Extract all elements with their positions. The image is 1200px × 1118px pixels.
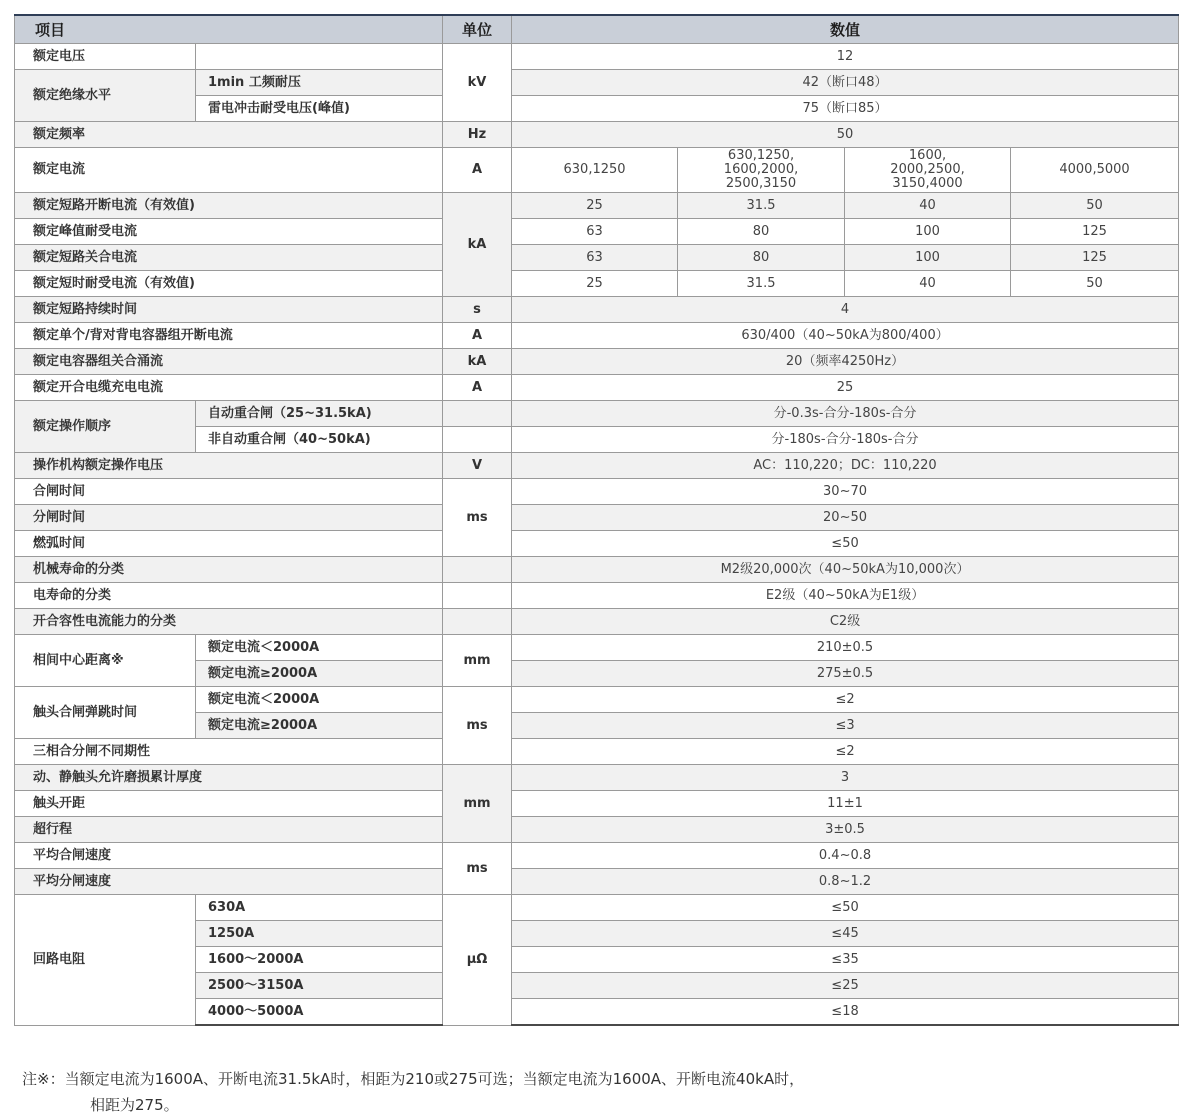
row-item: 合闸时间: [15, 479, 443, 505]
row-sub: 1600～2000A: [196, 947, 443, 973]
header-value: 数值: [512, 15, 1179, 44]
row-item: 超行程: [15, 817, 443, 843]
table-row: [15, 401, 1179, 427]
table-row: [15, 765, 1179, 791]
row-value: 分-0.3s-合分-180s-合分: [512, 401, 1179, 427]
row-unit: μΩ: [443, 895, 512, 1026]
row-item: 动、静触头允许磨损累计厚度: [15, 765, 443, 791]
table-row: [15, 739, 1179, 765]
table-row: [15, 895, 1179, 921]
row-value: 630/400（40~50kA为800/400）: [512, 323, 1179, 349]
row-sub: 额定电流≥2000A: [196, 661, 443, 687]
table-row: [15, 219, 1179, 245]
row-value: E2级（40~50kA为E1级）: [512, 583, 1179, 609]
row-item: 平均分闸速度: [15, 869, 443, 895]
header-item: 项目: [15, 15, 443, 44]
row-item: 燃弧时间: [15, 531, 443, 557]
row-value: 630,1250: [512, 148, 678, 193]
row-value: ≤3: [512, 713, 1179, 739]
row-sub: 1min 工频耐压: [196, 70, 443, 96]
row-value: ≤45: [512, 921, 1179, 947]
row-item: 额定电压: [15, 44, 196, 70]
row-value: 63: [512, 219, 678, 245]
table-row: [15, 609, 1179, 635]
row-unit: kA: [443, 193, 512, 297]
row-item: 触头合闸弹跳时间: [15, 687, 196, 739]
footnote-line2: 相距为275。: [90, 1096, 179, 1114]
header-row: [15, 15, 1179, 44]
row-value: 42（断口48）: [512, 70, 1179, 96]
row-unit: s: [443, 297, 512, 323]
row-value: 125: [1011, 219, 1179, 245]
row-value: 100: [845, 219, 1011, 245]
row-value: ≤35: [512, 947, 1179, 973]
table-row: [15, 193, 1179, 219]
row-value: 20~50: [512, 505, 1179, 531]
row-sub: 非自动重合闸（40~50kA): [196, 427, 443, 453]
row-value: 31.5: [678, 193, 845, 219]
row-value: M2级20,000次（40~50kA为10,000次）: [512, 557, 1179, 583]
row-value: 3±0.5: [512, 817, 1179, 843]
row-item: 额定短路持续时间: [15, 297, 443, 323]
row-item: 额定操作顺序: [15, 401, 196, 453]
row-value: 63: [512, 245, 678, 271]
row-value: 25: [512, 375, 1179, 401]
table-row: [15, 635, 1179, 661]
row-value: ≤2: [512, 687, 1179, 713]
row-item: 机械寿命的分类: [15, 557, 443, 583]
row-value: 11±1: [512, 791, 1179, 817]
row-item: 分闸时间: [15, 505, 443, 531]
table-row: [15, 557, 1179, 583]
row-unit: Hz: [443, 122, 512, 148]
row-value: 30~70: [512, 479, 1179, 505]
row-value: C2级: [512, 609, 1179, 635]
row-sub: 额定电流＜2000A: [196, 635, 443, 661]
row-sub: 1250A: [196, 921, 443, 947]
table-row: [15, 869, 1179, 895]
row-unit: ms: [443, 687, 512, 765]
empty-cell: [443, 557, 512, 583]
row-value: 125: [1011, 245, 1179, 271]
table-row: [15, 349, 1179, 375]
row-unit: mm: [443, 635, 512, 687]
row-sub: 额定电流≥2000A: [196, 713, 443, 739]
row-item: 回路电阻: [15, 895, 196, 1026]
empty-cell: [443, 401, 512, 427]
row-item: 额定短路开断电流（有效值): [15, 193, 443, 219]
row-value: 100: [845, 245, 1011, 271]
table-row: [15, 148, 1179, 193]
header-unit: 单位: [443, 15, 512, 44]
row-value: 4: [512, 297, 1179, 323]
row-item: 平均合闸速度: [15, 843, 443, 869]
row-value: 12: [512, 44, 1179, 70]
row-item: 操作机构额定操作电压: [15, 453, 443, 479]
row-sub: 2500～3150A: [196, 973, 443, 999]
row-unit: kV: [443, 44, 512, 122]
row-item: 开合容性电流能力的分类: [15, 609, 443, 635]
row-unit: A: [443, 375, 512, 401]
row-value: 210±0.5: [512, 635, 1179, 661]
row-value: 80: [678, 219, 845, 245]
row-value: ≤25: [512, 973, 1179, 999]
row-value: 80: [678, 245, 845, 271]
table-row: [15, 791, 1179, 817]
table-row: [15, 583, 1179, 609]
footnote-line1: 注※：当额定电流为1600A、开断电流31.5kA时，相距为210或275可选；当额定电流为1600A、开断电流40kA时，: [22, 1070, 805, 1088]
row-item: 电寿命的分类: [15, 583, 443, 609]
table-row: [15, 70, 1179, 96]
row-item: 额定开合电缆充电电流: [15, 375, 443, 401]
row-item: 额定电容器组关合涌流: [15, 349, 443, 375]
row-item: 额定频率: [15, 122, 443, 148]
table-row: [15, 122, 1179, 148]
spec-table: [14, 14, 1179, 1026]
row-value: 275±0.5: [512, 661, 1179, 687]
table-row: [15, 453, 1179, 479]
table-row: [15, 817, 1179, 843]
row-item: 三相合分闸不同期性: [15, 739, 443, 765]
row-value: 分-180s-合分-180s-合分: [512, 427, 1179, 453]
table-row: [15, 44, 1179, 70]
table-row: [15, 687, 1179, 713]
row-item: 额定绝缘水平: [15, 70, 196, 122]
row-value: ≤18: [512, 999, 1179, 1026]
row-value: 40: [845, 271, 1011, 297]
table-row: [15, 843, 1179, 869]
table-row: [15, 323, 1179, 349]
row-item: 额定峰值耐受电流: [15, 219, 443, 245]
row-value: 3: [512, 765, 1179, 791]
table-row: [15, 375, 1179, 401]
row-unit: A: [443, 323, 512, 349]
empty-cell: [443, 583, 512, 609]
row-value: 0.4~0.8: [512, 843, 1179, 869]
empty-cell: [196, 44, 443, 70]
row-item: 相间中心距离※: [15, 635, 196, 687]
table-row: [15, 297, 1179, 323]
empty-cell: [443, 427, 512, 453]
row-item: 额定单个/背对背电容器组开断电流: [15, 323, 443, 349]
row-unit: ms: [443, 479, 512, 557]
row-item: 额定短路关合电流: [15, 245, 443, 271]
row-unit: mm: [443, 765, 512, 843]
table-row: [15, 271, 1179, 297]
row-sub: 自动重合闸（25~31.5kA): [196, 401, 443, 427]
row-value: ≤50: [512, 531, 1179, 557]
table-row: [15, 479, 1179, 505]
row-value: ≤2: [512, 739, 1179, 765]
row-unit: kA: [443, 349, 512, 375]
row-value: ≤50: [512, 895, 1179, 921]
row-unit: A: [443, 148, 512, 193]
row-value: 75（断口85）: [512, 96, 1179, 122]
row-value: 25: [512, 193, 678, 219]
row-sub: 4000～5000A: [196, 999, 443, 1026]
row-sub: 630A: [196, 895, 443, 921]
row-value: AC：110,220；DC：110,220: [512, 453, 1179, 479]
table-row: [15, 531, 1179, 557]
row-value: 20（频率4250Hz）: [512, 349, 1179, 375]
row-unit: V: [443, 453, 512, 479]
row-item: 额定短时耐受电流（有效值): [15, 271, 443, 297]
row-value: 40: [845, 193, 1011, 219]
empty-cell: [443, 609, 512, 635]
row-value: 1600, 2000,2500, 3150,4000: [845, 148, 1011, 193]
row-value: 0.8~1.2: [512, 869, 1179, 895]
row-unit: ms: [443, 843, 512, 895]
row-value: 630,1250, 1600,2000, 2500,3150: [678, 148, 845, 193]
row-sub: 额定电流＜2000A: [196, 687, 443, 713]
table-row: [15, 505, 1179, 531]
row-item: 额定电流: [15, 148, 443, 193]
footnote: [22, 1066, 804, 1118]
table-row: [15, 245, 1179, 271]
row-value: 50: [512, 122, 1179, 148]
row-value: 31.5: [678, 271, 845, 297]
row-value: 25: [512, 271, 678, 297]
row-value: 50: [1011, 271, 1179, 297]
row-value: 50: [1011, 193, 1179, 219]
row-sub: 雷电冲击耐受电压(峰值): [196, 96, 443, 122]
row-item: 触头开距: [15, 791, 443, 817]
row-value: 4000,5000: [1011, 148, 1179, 193]
